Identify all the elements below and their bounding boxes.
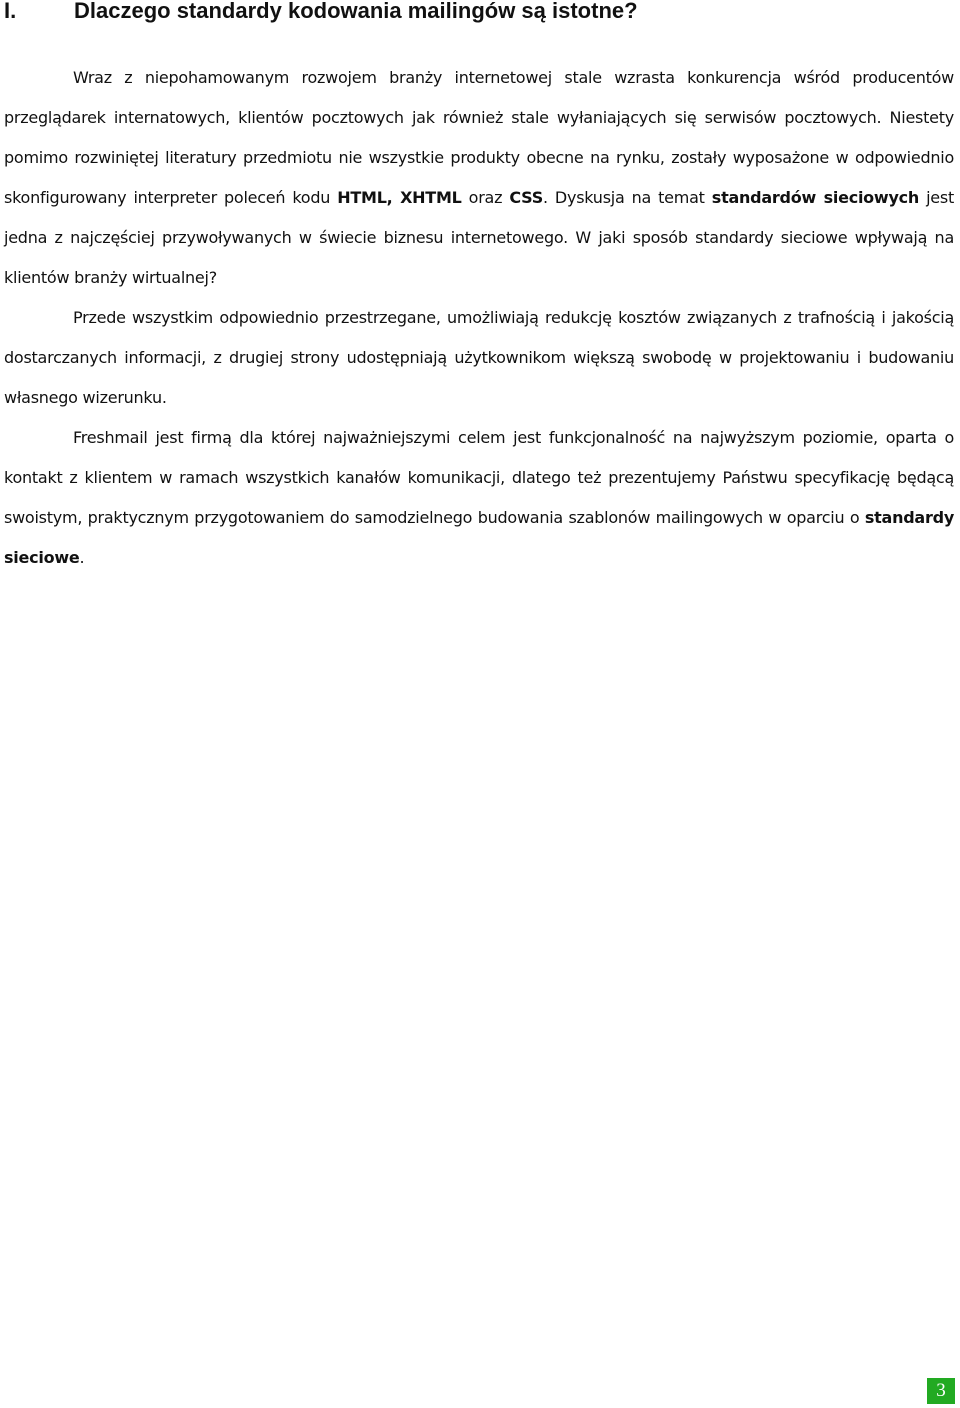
paragraph-1-text-4: jest jedna z najczęściej przywoływanych w świecie biznesu internetowego. W jaki sposób standardy sieciowe wpływają na klientów branży wirtualnej? <box>4 188 955 287</box>
paragraph-1-bold-standardy: standardów sieciowych <box>711 188 920 207</box>
paragraph-3-bold-standardy: standardy sieciowe <box>4 508 954 567</box>
paragraph-2-text-1: Przede wszystkim odpowiednio przestrzegane, umożliwiają redukcję kosztów związanych z trafnością i jakością dostarczanych informacji, z drugiej strony udostępniają użytkownikom większą swobodę w projektowaniu i budowaniu własnego wizerunku. <box>4 308 954 407</box>
paragraph-3-text-2: . <box>79 548 85 567</box>
paragraph-1-text-1: Wraz z niepohamowanym rozwojem branży internetowej stale wzrasta konkurencja wśród producentów przeglądarek internatowych, klientów pocztowych jak również stale wyłaniających się serwisów pocztowych. Niestety pomimo rozwiniętej literatury przedmiotu nie wszystkie produkty obecne na rynku, zostały wyposażone w odpowiednio skonfigurowany interpreter poleceń kodu <box>4 68 954 207</box>
paragraph-1-bold-html-xhtml: HTML, XHTML <box>337 188 462 207</box>
section-number: I. <box>4 0 17 23</box>
paragraph-3 <box>4 418 954 578</box>
paragraph-2 <box>4 298 954 418</box>
section-heading <box>4 0 638 28</box>
document-body <box>4 58 954 578</box>
paragraph-3-text-1: Freshmail jest firmą dla której najważniejszymi celem jest funkcjonalność na najwyższym poziomie, oparta o kontakt z klientem w ramach wszystkich kanałów komunikacji, dlatego też prezentujemy Państwu specyfikację będącą swoistym, praktycznym przygotowaniem do samodzielnego budowania szablonów mailingowych w oparciu o <box>4 428 954 527</box>
paragraph-1 <box>4 58 954 298</box>
section-title: Dlaczego standardy kodowania mailingów są istotne? <box>74 0 638 23</box>
paragraph-1-text-2: oraz <box>461 188 510 207</box>
page-number-badge: 3 <box>927 1378 955 1404</box>
paragraph-1-text-3: . Dyskusja na temat <box>542 188 712 207</box>
paragraph-1-bold-css: CSS <box>509 188 543 207</box>
